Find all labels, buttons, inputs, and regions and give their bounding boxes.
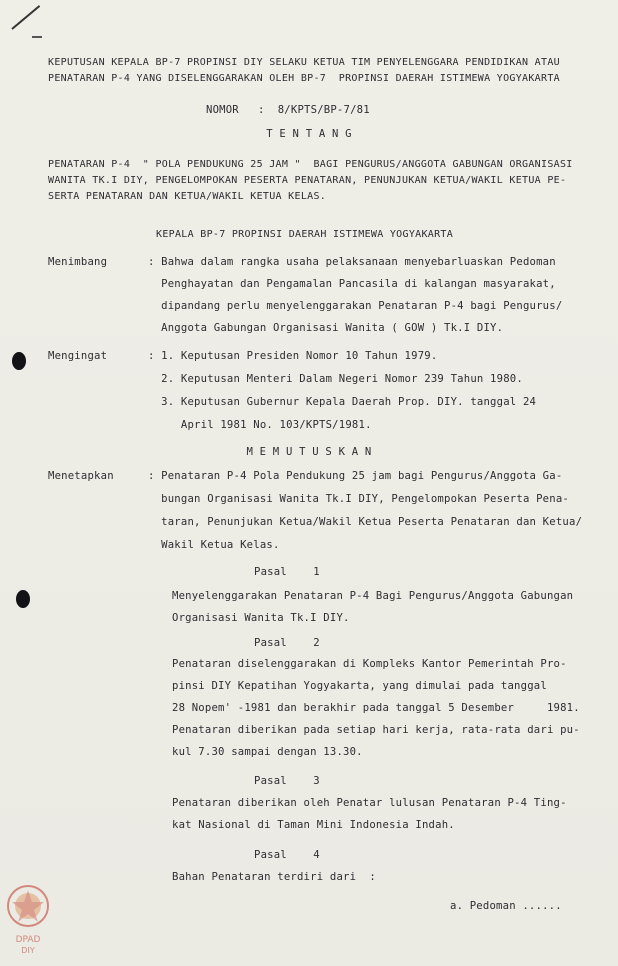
continuation-note: a. Pedoman ......: [450, 900, 562, 912]
pasal-1-line: Menyelenggarakan Penataran P-4 Bagi Pengurus/Anggota Gabungan: [172, 590, 574, 602]
menimbang-line: : Bahwa dalam rangka usaha pelaksanaan menyebarluaskan Pedoman: [148, 256, 556, 268]
punch-hole: [16, 590, 30, 608]
subject-line-2: WANITA TK.I DIY, PENGELOMPOKAN PESERTA PENATARAN, PENUNJUKAN KETUA/WAKIL KETUA PE-: [48, 175, 567, 186]
pasal-4-title: Pasal 4: [254, 849, 320, 861]
menetapkan-line: : Penataran P-4 Pola Pendukung 25 jam bagi Pengurus/Anggota Ga-: [148, 470, 563, 482]
mengingat-line: : 1. Keputusan Presiden Nomor 10 Tahun 1979.: [148, 350, 438, 362]
subject-line-3: SERTA PENATARAN DAN KETUA/WAKIL KETUA KELAS.: [48, 191, 327, 202]
pen-mark: [11, 5, 40, 30]
menetapkan-line: taran, Penunjukan Ketua/Wakil Ketua Peserta Penataran dan Ketua/: [148, 516, 583, 528]
pasal-1-title: Pasal 1: [254, 566, 320, 578]
nomor-value: : 8/KPTS/BP-7/81: [258, 104, 370, 116]
header-line-2: PENATARAN P-4 YANG DISELENGGARAKAN OLEH BP-7 PROPINSI DAERAH ISTIMEWA YOGYAKARTA: [48, 73, 560, 84]
pasal-3-title: Pasal 3: [254, 775, 320, 787]
pasal-2-title: Pasal 2: [254, 637, 320, 649]
pasal-4-line: Bahan Penataran terdiri dari :: [172, 871, 376, 883]
menimbang-label: Menimbang: [48, 256, 108, 268]
header-line-1: KEPUTUSAN KEPALA BP-7 PROPINSI DIY SELAKU KETUA TIM PENYELENGGARA PENDIDIKAN ATAU: [48, 57, 560, 68]
mengingat-line: 2. Keputusan Menteri Dalam Negeri Nomor 239 Tahun 1980.: [148, 373, 523, 385]
menetapkan-label: Menetapkan: [48, 470, 114, 482]
mengingat-line: 3. Keputusan Gubernur Kepala Daerah Prop. DIY. tanggal 24: [148, 396, 537, 408]
pasal-2-line: kul 7.30 sampai dengan 13.30.: [172, 746, 363, 758]
tentang-heading: T E N T A N G: [266, 128, 352, 140]
archive-logo-watermark: [4, 882, 52, 958]
pasal-2-line: pinsi DIY Kepatihan Yogyakarta, yang dimulai pada tanggal: [172, 680, 547, 692]
mengingat-label: Mengingat: [48, 350, 108, 362]
pasal-2-line: 28 Nopem' -1981 dan berakhir pada tanggal 5 Desember 1981.: [172, 702, 580, 714]
pasal-3-line: kat Nasional di Taman Mini Indonesia Indah.: [172, 819, 455, 831]
pen-mark-tick: [32, 36, 42, 38]
memutuskan-heading: M E M U T U S K A N: [246, 446, 372, 458]
official-title: KEPALA BP-7 PROPINSI DAERAH ISTIMEWA YOGYAKARTA: [156, 229, 454, 240]
menimbang-line: Anggota Gabungan Organisasi Wanita ( GOW ) Tk.I DIY.: [148, 322, 504, 334]
svg-text:DIY: DIY: [21, 946, 35, 955]
mengingat-line: April 1981 No. 103/KPTS/1981.: [148, 419, 372, 431]
nomor-label: NOMOR: [206, 104, 239, 116]
pasal-1-line: Organisasi Wanita Tk.I DIY.: [172, 612, 350, 624]
menetapkan-line: bungan Organisasi Wanita Tk.I DIY, Pengelompokan Peserta Pena-: [148, 493, 569, 505]
pasal-3-line: Penataran diberikan oleh Penatar lulusan Penataran P-4 Ting-: [172, 797, 567, 809]
svg-text:DPAD: DPAD: [15, 935, 41, 945]
menetapkan-line: Wakil Ketua Kelas.: [148, 539, 280, 551]
punch-hole: [12, 352, 26, 370]
subject-line-1: PENATARAN P-4 " POLA PENDUKUNG 25 JAM " BAGI PENGURUS/ANGGOTA GABUNGAN ORGANISASI: [48, 159, 573, 170]
menimbang-line: dipandang perlu menyelenggarakan Penataran P-4 bagi Pengurus/: [148, 300, 563, 312]
menimbang-line: Penghayatan dan Pengamalan Pancasila di kalangan masyarakat,: [148, 278, 556, 290]
pasal-2-line: Penataran diberikan pada setiap hari kerja, rata-rata dari pu-: [172, 724, 580, 736]
pasal-2-line: Penataran diselenggarakan di Kompleks Kantor Pemerintah Pro-: [172, 658, 567, 670]
